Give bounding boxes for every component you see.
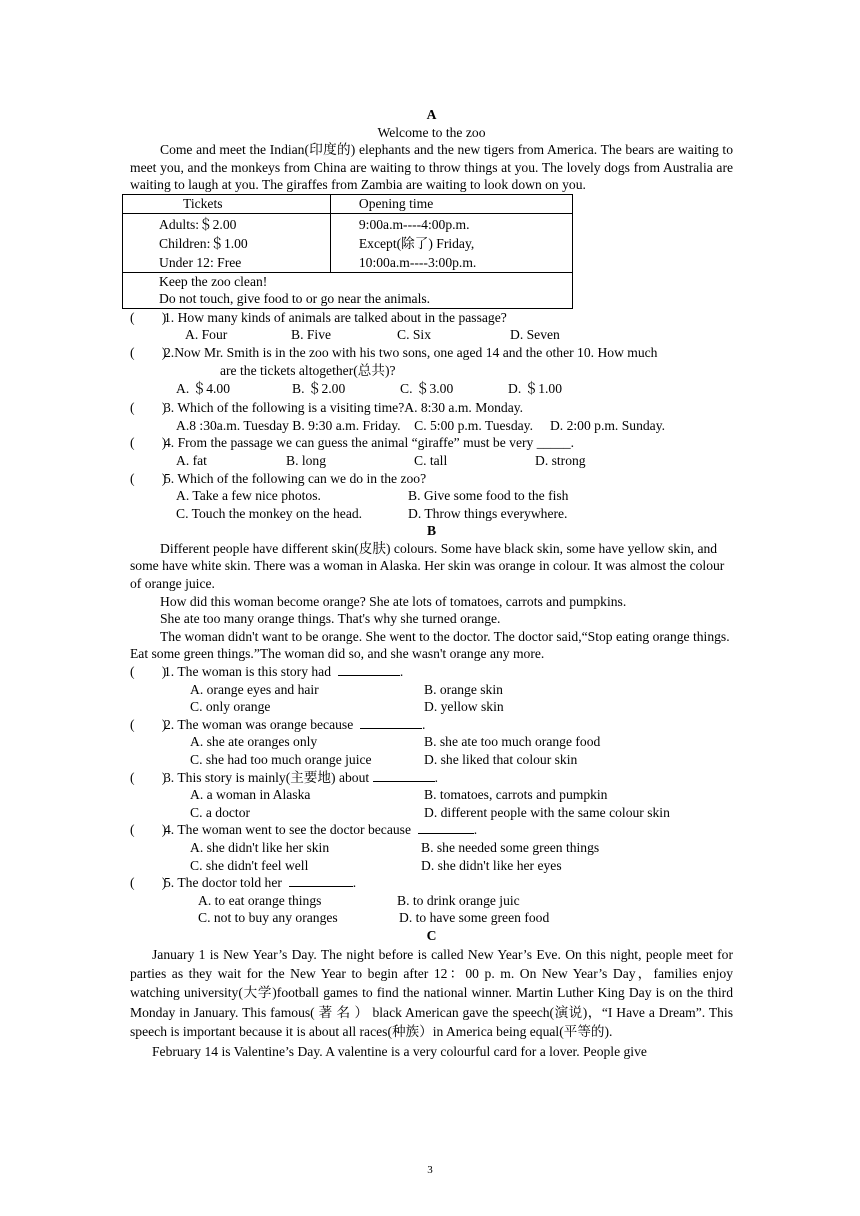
b-question-1-options-cd: C. only orange D. yellow skin	[190, 699, 504, 715]
b-question-3-options-ab: A. a woman in Alaska B. tomatoes, carrots and pumpkin	[190, 787, 608, 803]
price-adults: Adults:＄2.00	[159, 216, 237, 232]
answer-blank	[373, 769, 435, 782]
ticket-table	[122, 194, 573, 309]
notice-line-2: Do not touch, give food to or go near the animals.	[159, 291, 431, 307]
b-question-1: ( ) 1. The woman is this story had .	[130, 664, 404, 680]
document-page	[130, 106, 733, 1061]
section-b-para-2: How did this woman become orange? She ate lots of tomatoes, carrots and pumpkins.	[160, 593, 627, 609]
answer-blank	[289, 874, 353, 887]
tickets-header: Tickets	[123, 194, 331, 213]
opening-times	[330, 213, 572, 272]
b-question-4-options-cd: C. she didn't feel well D. she didn't like her eyes	[190, 857, 562, 873]
a-question-4: ( ) 4. From the passage we can guess the animal “giraffe” must be very _____.	[130, 435, 575, 451]
zoo-notice	[123, 272, 573, 308]
section-a-heading: A	[426, 107, 437, 122]
section-c-para-1: January 1 is New Year’s Day. The night before is called New Year’s Eve. On this night, people meet for parties as they wait for the New Year to begin after 12：00 p. m. On New Year’s Day，families enjoy watching university(大学)football games to find the national winner. Martin Luther King Day is on the third Monday in January. This famous( 著 名 ） black American gave the speech(演说)，“I Have a Dream”. This speech is important because it is about all races(种族）in America being equal(平等的).	[130, 946, 733, 1040]
a-question-4-options: A. fat B. long C. tall D. strong	[176, 452, 586, 468]
a-question-2-options: A. ＄4.00 B. ＄2.00 C. ＄3.00 D. ＄1.00	[176, 381, 562, 397]
a-question-2: ( ) 2.Now Mr. Smith is in the zoo with his two sons, one aged 14 and the other 10. How much	[130, 344, 658, 360]
section-a-title: Welcome to the zoo	[377, 124, 486, 140]
a-question-5: ( ) 5. Which of the following can we do in the zoo?	[130, 470, 427, 486]
section-b-para-3: She ate too many orange things. That's why she turned orange.	[160, 611, 501, 627]
section-c-para-2: February 14 is Valentine’s Day. A valentine is a very colourful card for a lover. People give	[152, 1043, 647, 1059]
a-question-5-options-ab: A. Take a few nice photos. B. Give some food to the fish	[176, 488, 569, 504]
a-question-3-options: A.8 :30a.m. Tuesday B. 9:30 a.m. Friday. C. 5:00 p.m. Tuesday. D. 2:00 p.m. Sunday.	[176, 417, 666, 433]
b-question-4-options-ab: A. she didn't like her skin B. she needed some green things	[190, 839, 600, 855]
a-question-3: ( ) 3. Which of the following is a visiting time?A. 8:30 a.m. Monday.	[130, 400, 524, 416]
section-c-heading: C	[426, 927, 437, 943]
answer-blank	[418, 821, 474, 834]
time-regular: 9:00a.m----4:00p.m.	[358, 216, 470, 232]
a-question-5-options-cd: C. Touch the monkey on the head. D. Throw things everywhere.	[176, 505, 568, 521]
answer-blank	[338, 663, 400, 676]
time-friday: 10:00a.m----3:00p.m.	[358, 254, 477, 270]
b-question-5-options-ab: A. to eat orange things B. to drink orange juic	[198, 892, 520, 908]
price-children: Children:＄1.00	[159, 235, 248, 251]
a-question-1: ( ) 1. How many kinds of animals are talked about in the passage?	[130, 309, 507, 325]
page-number: 3	[427, 1164, 433, 1176]
notice-line-1: Keep the zoo clean!	[159, 273, 268, 289]
time-except: Except(除了) Friday,	[358, 235, 475, 251]
section-b-para-4: The woman didn't want to be orange. She went to the doctor. The doctor said,“Stop eating orange things. Eat some green things.”The woman did so, and she wasn't orange any more.	[130, 628, 730, 662]
b-question-2: ( ) 2. The woman was orange because .	[130, 716, 426, 732]
ticket-prices	[123, 213, 331, 272]
b-question-2-options-ab: A. she ate oranges only B. she ate too much orange food	[190, 734, 601, 750]
b-question-5-options-cd: C. not to buy any oranges D. to have some green food	[198, 910, 550, 926]
b-question-1-options-ab: A. orange eyes and hair B. orange skin	[190, 681, 503, 697]
b-question-5: ( ) 5. The doctor told her .	[130, 875, 357, 891]
section-b-heading: B	[426, 523, 437, 539]
b-question-4: ( ) 4. The woman went to see the doctor because .	[130, 822, 478, 838]
a-question-1-options: A. Four B. Five C. Six D. Seven	[185, 327, 560, 343]
b-question-3: ( ) 3. This story is mainly(主要地) about .	[130, 769, 438, 785]
section-a-passage: Come and meet the Indian(印度的) elephants and the new tigers from America. The bears are waiting to meet you, and the monkeys from China are waiting to throw things at you. The lovely dogs from Australia are waiting to laugh at you. The giraffes from Zambia are waiting to look down on you.	[130, 142, 733, 193]
opening-time-header: Opening time	[330, 194, 572, 213]
section-b-para-1: Different people have different skin(皮肤) colours. Some have black skin, some have yellow skin, and some have white skin. There was a woman in Alaska. Her skin was orange in colour. It was almost the colour of orange juice.	[130, 540, 725, 592]
price-under-12: Under 12: Free	[159, 254, 242, 270]
a-question-2-cont: are the tickets altogether(总共)?	[220, 362, 396, 378]
b-question-2-options-cd: C. she had too much orange juice D. she liked that colour skin	[190, 752, 578, 767]
answer-blank	[360, 716, 422, 729]
b-question-3-options-cd: C. a doctor D. different people with the same colour skin	[190, 804, 670, 820]
